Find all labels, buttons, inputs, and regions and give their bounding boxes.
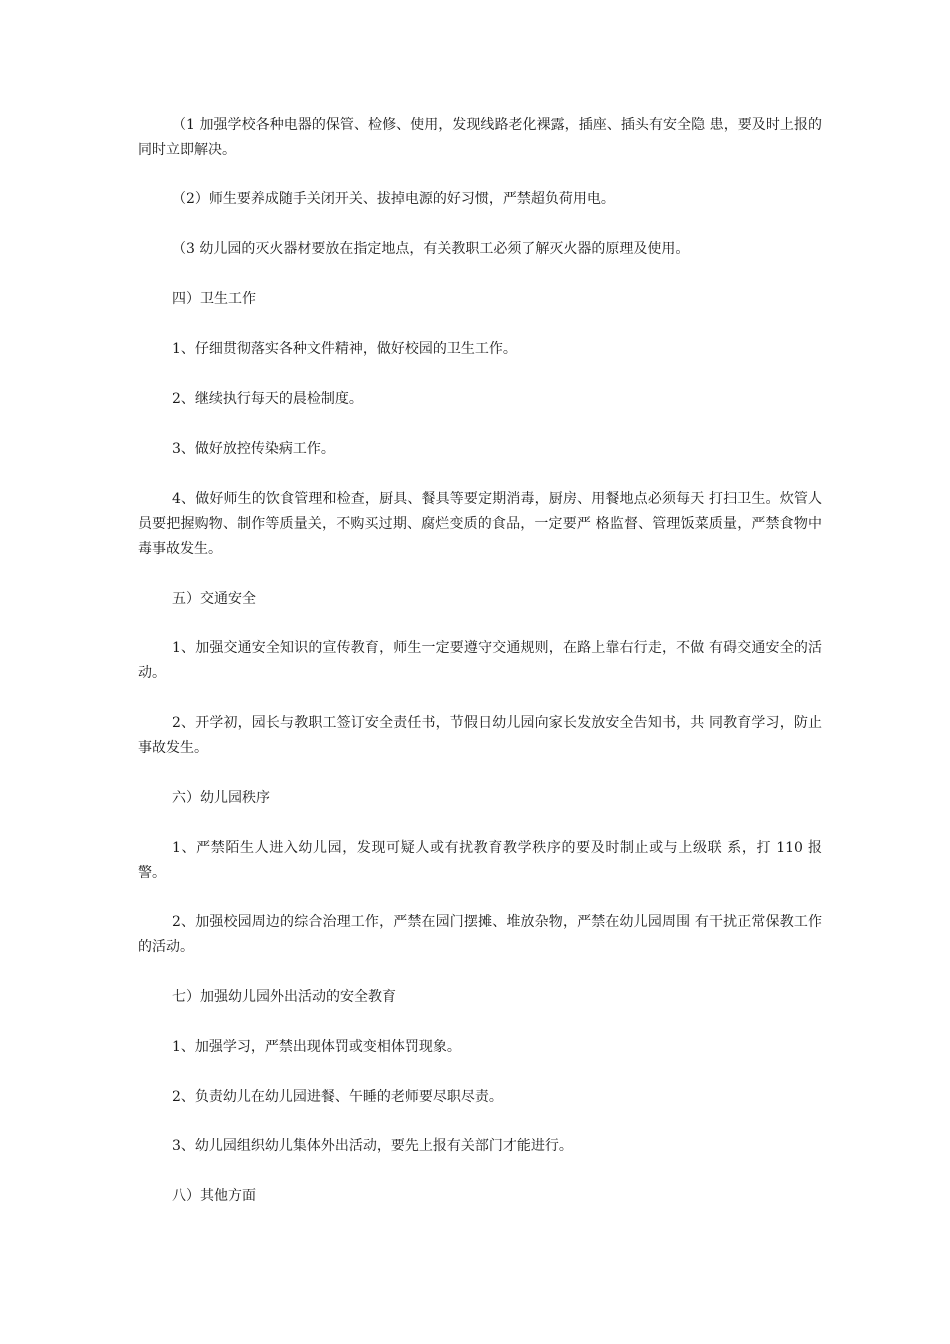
section-heading-outings: 七）加强幼儿园外出活动的安全教育 [172,989,396,1005]
paragraph-electrical-maintenance: （1 加强学校各种电器的保管、检修、使用，发现线路老化裸露，插座、插头有安全隐 患，要及时上报的同时立即解决。 [138,117,822,158]
paragraph-fire-extinguishers: （3 幼儿园的灭火器材要放在指定地点，有关教职工必须了解灭火器的原理及使用。 [172,241,690,257]
paragraph-hygiene-3: 3、做好放控传染病工作。 [172,441,335,457]
paragraph-power-habits: （2）师生要养成随手关闭开关、拔掉电源的好习惯，严禁超负荷用电。 [172,191,615,207]
paragraph-hygiene-4: 4、做好师生的饮食管理和检查，厨具、餐具等要定期消毒，厨房、用餐地点必须每天 打扫卫生。炊管人员要把握购物、制作等质量关，不购买过期、腐烂变质的食品，一定要严 格监督、管理饭菜质量，严禁食物中毒事故发生。 [138,491,822,557]
section-heading-hygiene: 四）卫生工作 [172,291,256,307]
section-heading-traffic: 五）交通安全 [172,591,256,607]
paragraph-outings-1: 1、加强学习，严禁出现体罚或变相体罚现象。 [172,1039,461,1055]
paragraph-outings-2: 2、负责幼儿在幼儿园进餐、午睡的老师要尽职尽责。 [172,1089,503,1105]
section-heading-other: 八）其他方面 [172,1188,256,1204]
section-heading-order: 六）幼儿园秩序 [172,790,270,806]
paragraph-order-2: 2、加强校园周边的综合治理工作，严禁在园门摆摊、堆放杂物，严禁在幼儿园周围 有干扰正常保教工作的活动。 [138,914,822,955]
paragraph-traffic-2: 2、开学初，园长与教职工签订安全责任书，节假日幼儿园向家长发放安全告知书，共 同教育学习，防止事故发生。 [138,715,822,756]
paragraph-hygiene-1: 1、仔细贯彻落实各种文件精神，做好校园的卫生工作。 [172,341,517,357]
paragraph-order-1: 1、严禁陌生人进入幼儿园，发现可疑人或有扰教育教学秩序的要及时制止或与上级联 系，打 110 报警。 [138,840,822,881]
paragraph-hygiene-2: 2、继续执行每天的晨检制度。 [172,391,363,407]
paragraph-outings-3: 3、幼儿园组织幼儿集体外出活动，要先上报有关部门才能进行。 [172,1138,573,1154]
paragraph-traffic-1: 1、加强交通安全知识的宣传教育，师生一定要遵守交通规则，在路上靠右行走，不做 有碍交通安全的活动。 [138,640,822,681]
